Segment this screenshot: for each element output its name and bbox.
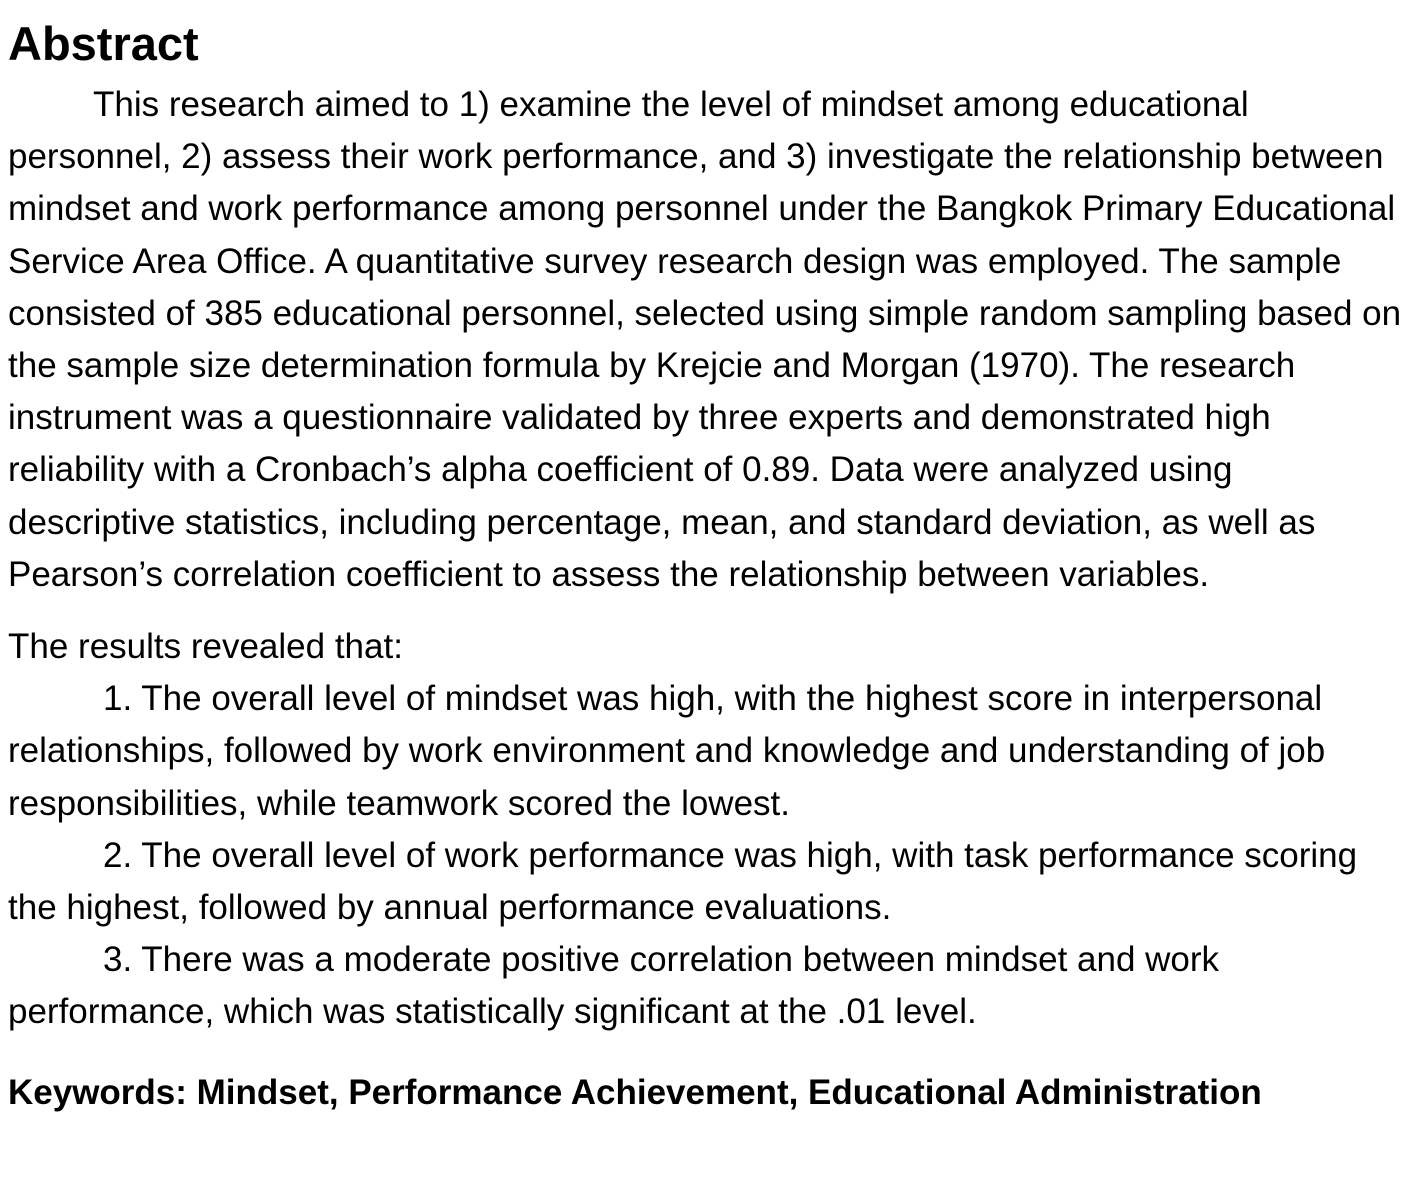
result-item-1: 1. The overall level of mindset was high, with the highest score in interpersonal relationships, followed by work environment and knowledge and understanding of job responsibilities, while teamwork scored the lowest. — [8, 679, 1326, 823]
keywords-line: Keywords: Mindset, Performance Achievement, Educational Administration — [8, 1072, 1262, 1112]
result-item-3: 3. There was a moderate positive correlation between mindset and work performance, which was statistically significant at the .01 level. — [8, 940, 1220, 1032]
result-item-2: 2. The overall level of work performance was high, with task performance scoring the highest, followed by annual performance evaluations. — [8, 835, 1358, 928]
abstract-title: Abstract — [8, 17, 199, 70]
results-lead: The results revealed that: — [8, 627, 403, 667]
abstract-intro-paragraph: This research aimed to 1) examine the level of mindset among educational personnel, 2) assess their work performance, and 3) investigate the relationship between mindset and work performance among personnel under the Bangkok Primary Educational Service Area Office. A quantitative survey research design was employed. The sample consisted of 385 educational personnel, selected using simple random sampling based on the sample size determination formula by Krejcie and Morgan (1970). The research instrument was a questionnaire validated by three experts and demonstrated high reliability with a Cronbach’s alpha coefficient of 0.89. Data were analyzed using descriptive statistics, including percentage, mean, and standard deviation, as well as Pearson’s correlation coefficient to assess the relationship between variables. — [8, 85, 1402, 594]
